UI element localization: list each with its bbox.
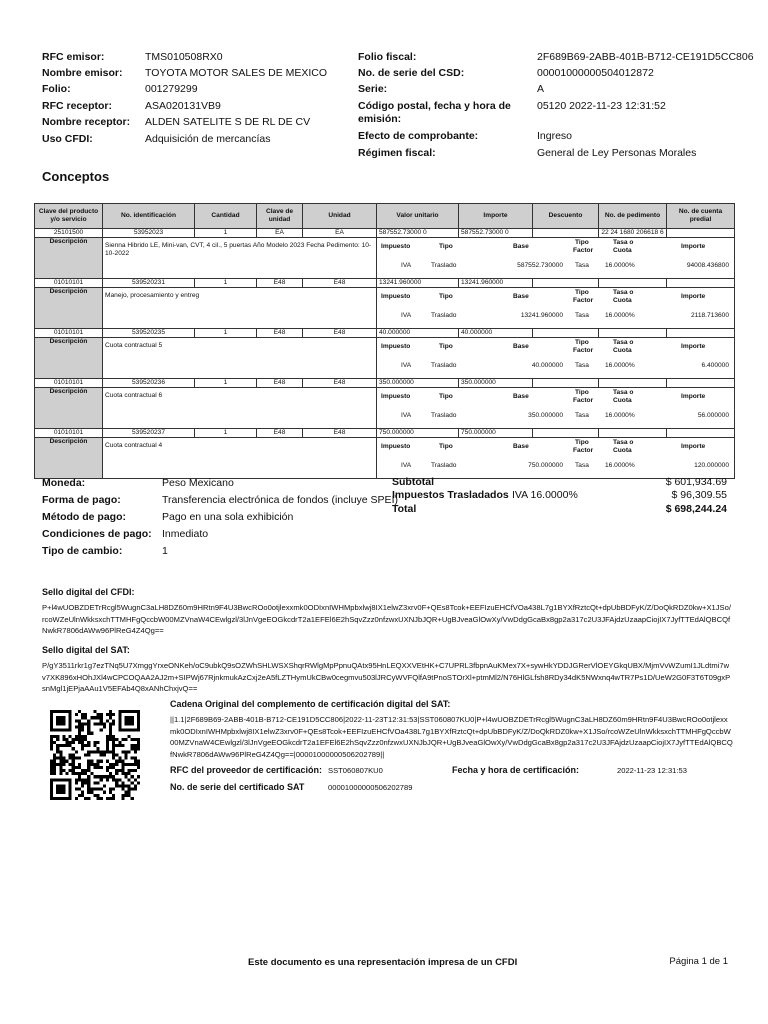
forma-pago-label: Forma de pago: <box>42 494 121 506</box>
description-row <box>35 338 735 379</box>
item-predial <box>667 279 735 288</box>
fecha-cert-value: 2022-11-23 12:31:53 <box>617 766 687 775</box>
tax-base: 587552.730000 <box>517 262 563 269</box>
item-predial <box>667 329 735 338</box>
cp-label-line2: emisión: <box>358 113 402 125</box>
moneda-value: Peso Mexicano <box>162 477 234 489</box>
item-identificacion: 53952023 <box>103 229 195 238</box>
serie-value: A <box>537 83 545 95</box>
item-identificacion: 539520237 <box>103 429 195 438</box>
rfc-receptor-value: ASA020131VB9 <box>145 100 221 112</box>
subtotal-label: Subtotal <box>392 476 434 488</box>
rfc-emisor-label: RFC emisor: <box>42 51 105 63</box>
tax-tasa-label-2: Cuota <box>613 447 632 454</box>
tax-tasa-label-2: Cuota <box>613 297 632 304</box>
col-cantidad: Cantidad <box>195 204 257 229</box>
tax-tipo-factor-label-1: Tipo <box>575 339 589 346</box>
total-value: $ 698,244.24 <box>665 503 727 515</box>
item-unidad: E48 <box>303 329 377 338</box>
tax-tipo: Traslado <box>431 412 457 419</box>
tax-factor: Tasa <box>575 462 589 469</box>
folio-fiscal-value: 2F689B69-2ABB-401B-B712-CE191D5CC806 <box>537 51 754 63</box>
item-pedimento <box>599 279 667 288</box>
item-importe: 13241.960000 <box>459 279 533 288</box>
sello-cfdi-label: Sello digital del CFDI: <box>42 587 135 597</box>
item-clave-unidad: E48 <box>257 379 303 388</box>
col-unidad: Unidad <box>303 204 377 229</box>
table-row <box>35 379 735 388</box>
page-number: Página 1 de 1 <box>669 956 728 967</box>
tax-importe-label: Importe <box>681 393 706 400</box>
descripcion-text: Cuota contractual 5 <box>103 338 377 379</box>
total-label: Total <box>392 503 417 515</box>
tax-importe: 120.000000 <box>694 462 729 469</box>
subtotal-value: $ 601,934.69 <box>665 476 727 488</box>
tax-base: 750.000000 <box>528 462 563 469</box>
tax-tipo: Traslado <box>431 262 457 269</box>
metodo-pago-label: Método de pago: <box>42 511 126 523</box>
item-identificacion: 539520231 <box>103 279 195 288</box>
serie-sat-value: 00001000000506202789 <box>328 783 413 792</box>
tax-tasa: 16.0000% <box>605 262 635 269</box>
tax-detail <box>377 438 735 479</box>
item-importe: 587552.73000 0 <box>459 229 533 238</box>
description-row <box>35 238 735 279</box>
tax-impuesto-label: Impuesto <box>381 343 411 350</box>
tax-tipo: Traslado <box>431 312 457 319</box>
item-clave-unidad: E48 <box>257 429 303 438</box>
sello-sat-text: P/gY3511rkr1g7ezTNq5U7XmggYrxeONKeh/oC9ubkQ9sOZWhSHLWSXShqrRWlgMpPpnuQAtx95HnLEQXXVEtHK+C7UPRL3fbpnAuKMex7X+sywHkYDDJGRerVlOEYGkqUBX/MjmVvWZumI1JLdtmi7wv7XK896xHOhJXl4wCPCOQAA2AJ2m+SIPWj67RjnkmukAzCxj2eA5fLZTHymUkCBw0cegmvu503lJRCyWVFQlfA9tPnoSTOrXl+ptmMl2/N76HlGLfsh8RDy34dK5NWxnq4wTR7Ps1D/UeW2G0F3T6T09gxPsnMgl1jEPjaAAu1V5EFAb4Q8xANhChxjvQ== <box>42 661 731 693</box>
table-row <box>35 279 735 288</box>
moneda-label: Moneda: <box>42 477 86 489</box>
descripcion-text: Cuota contractual 4 <box>103 438 377 479</box>
cadena-text: ||1.1|2F689B69-2ABB-401B-B712-CE191D5CC806|2022-11-23T12:31:53|SST060807KU0|P+l4wUOBZDETrRcgl5WugnC3aLH8DZ60m9HRtn9F4U3BwcROo0otjlexxmk0ODIxnIWHMpbxlwj8IX1elwZ3xrv0F+QEs8Tcok+EEFIzuEHCfVOa438L7g1BYXfRztcQt+dpUbBDFyK/Z/DoQkRDZ0kw+X1JSo/rcoWZeUlnWkksxchTTMHFgQccbW00MZVnaW4CEwlgzl/3lJnVgeEOGkcdrT2a1EFEl6E2hSqvZzz0nfzwxUXNJbJQR+UgBJveaGlOwXy/VwDdgGcaBx8gp2a317c2U3JFAjdzUzaapCiojIX7JyfTTEdAlQBCQfNwkR7806dAWw96PlReG4Z4Qg==|00001000000506202789|| <box>170 715 733 759</box>
tax-impuesto-label: Impuesto <box>381 393 411 400</box>
impuestos-value: $ 96,309.55 <box>671 489 727 501</box>
item-descuento <box>533 429 599 438</box>
tax-importe-label: Importe <box>681 343 706 350</box>
impuestos-label: Impuestos Trasladados <box>392 489 509 501</box>
tax-impuesto: IVA <box>401 462 412 469</box>
uso-cfdi-value: Adquisición de mercancías <box>145 133 271 145</box>
col-descuento: Descuento <box>533 204 599 229</box>
tax-tipo-label: Tipo <box>439 393 453 400</box>
regimen-label: Régimen fiscal: <box>358 147 436 159</box>
item-cantidad: 1 <box>195 329 257 338</box>
conceptos-title: Conceptos <box>42 169 110 184</box>
tax-importe-label: Importe <box>681 293 706 300</box>
col-importe: Importe <box>459 204 533 229</box>
tax-tasa-label-2: Cuota <box>613 247 632 254</box>
nombre-receptor-label: Nombre receptor: <box>42 116 131 128</box>
metodo-pago-value: Pago en una sola exhibición <box>162 511 294 523</box>
descripcion-text: Manejo, procesamiento y entreg <box>103 288 377 329</box>
condiciones-value: Inmediato <box>162 528 209 540</box>
tax-tipo: Traslado <box>431 462 457 469</box>
item-clave: 01010101 <box>35 279 103 288</box>
tipo-cambio-value: 1 <box>162 545 168 557</box>
cadena-label: Cadena Original del complemento de certificación digital del SAT: <box>170 699 451 709</box>
tax-importe: 6.400000 <box>701 362 729 369</box>
descripcion-label: Descripción <box>35 238 103 279</box>
tax-tipo-factor-label-1: Tipo <box>575 439 589 446</box>
item-valor-unitario: 750.000000 <box>377 429 459 438</box>
tax-impuesto-label: Impuesto <box>381 243 411 250</box>
serie-label: Serie: <box>358 83 388 95</box>
tax-tipo-label: Tipo <box>439 293 453 300</box>
impuestos-detail: IVA 16.0000% <box>512 489 578 501</box>
sello-cfdi-text: P+l4wUOBZDETrRcgl5WugnC3aLH8DZ60m9HRtn9F4U3BwcROo0otjlexxmk0ODIxnIWHMpbxlwj8IX1elwZ3xrv0F+QEs8Tcok+EEFIzuEHCfVOa438L7g1BYXfRztcQt+dpUbBDFyK/Z/DoQkRDZ0kw+X1JSo/rcoWZeUlnWkksxchTTMHFgQccbW00MZVnaW4CEwlgzl/3lJnVgeEOGkcdrT2a1EFEl6E2hSqvZzz0nfzwxUXNJbJQR+UgBJveaGlOwXy/VwDdgGcaBx8gp2a317c2U3JFAjdzUzaapCiojIX7JyfTTEdAlQBCQfNwkR7806dAWw96PlReG4Z4Qg== <box>42 603 731 635</box>
tax-importe: 2118.713600 <box>690 312 729 319</box>
table-row <box>35 329 735 338</box>
item-descuento <box>533 229 599 238</box>
tax-tipo-factor-label-2: Factor <box>573 247 594 254</box>
item-pedimento: 22 24 1680 206618 6 <box>599 229 667 238</box>
item-valor-unitario: 587552.73000 0 <box>377 229 459 238</box>
tax-tipo-factor-label-1: Tipo <box>575 289 589 296</box>
tax-impuesto-label: Impuesto <box>381 293 411 300</box>
forma-pago-value: Transferencia electrónica de fondos (incluye SPEI) <box>162 494 398 506</box>
proveedor-label: RFC del proveedor de certificación: <box>170 765 323 775</box>
table-row <box>35 429 735 438</box>
tax-tipo-label: Tipo <box>439 443 453 450</box>
folio-value: 001279299 <box>145 83 198 95</box>
item-cantidad: 1 <box>195 379 257 388</box>
sello-sat-label: Sello digital del SAT: <box>42 645 130 655</box>
description-row <box>35 388 735 429</box>
tax-base: 13241.960000 <box>520 312 563 319</box>
item-clave-unidad: E48 <box>257 329 303 338</box>
item-importe: 40.000000 <box>459 329 533 338</box>
item-descuento <box>533 379 599 388</box>
tax-tipo-factor-label-2: Factor <box>573 297 594 304</box>
tax-tasa: 16.0000% <box>605 462 635 469</box>
item-valor-unitario: 40.000000 <box>377 329 459 338</box>
description-row <box>35 288 735 329</box>
item-identificacion: 539520235 <box>103 329 195 338</box>
tax-base: 40.000000 <box>531 362 563 369</box>
regimen-value: General de Ley Personas Morales <box>537 147 697 159</box>
descripcion-text: Cuota contractual 6 <box>103 388 377 429</box>
descripcion-label: Descripción <box>35 338 103 379</box>
tax-tipo-label: Tipo <box>439 343 453 350</box>
col-predial: No. de cuenta predial <box>667 204 735 229</box>
item-unidad: E48 <box>303 279 377 288</box>
item-predial <box>667 429 735 438</box>
tax-base-label: Base <box>513 293 529 300</box>
tax-factor: Tasa <box>575 412 589 419</box>
tax-tasa: 16.0000% <box>605 362 635 369</box>
tax-impuesto: IVA <box>401 362 412 369</box>
item-predial <box>667 379 735 388</box>
tax-impuesto-label: Impuesto <box>381 443 411 450</box>
descripcion-label: Descripción <box>35 288 103 329</box>
tax-importe-label: Importe <box>681 443 706 450</box>
nombre-emisor-value: TOYOTA MOTOR SALES DE MEXICO <box>145 67 328 79</box>
serie-sat-label: No. de serie del certificado SAT <box>170 782 305 792</box>
efecto-label: Efecto de comprobante: <box>358 130 479 142</box>
item-valor-unitario: 13241.960000 <box>377 279 459 288</box>
item-pedimento <box>599 429 667 438</box>
item-cantidad: 1 <box>195 229 257 238</box>
table-header-row <box>35 204 735 229</box>
item-clave: 25101500 <box>35 229 103 238</box>
tax-importe: 56.000000 <box>697 412 729 419</box>
item-predial <box>667 229 735 238</box>
col-identificacion: No. identificación <box>103 204 195 229</box>
folio-fiscal-label: Folio fiscal: <box>358 51 417 63</box>
efecto-value: Ingreso <box>537 130 573 142</box>
uso-cfdi-label: Uso CFDI: <box>42 133 93 145</box>
tipo-cambio-label: Tipo de cambio: <box>42 545 123 557</box>
item-pedimento <box>599 329 667 338</box>
tax-detail <box>377 388 735 429</box>
item-clave: 01010101 <box>35 429 103 438</box>
cp-value: 05120 2022-11-23 12:31:52 <box>537 100 666 112</box>
description-row <box>35 438 735 479</box>
tax-base: 350.000000 <box>528 412 563 419</box>
csd-value: 00001000000504012872 <box>537 67 654 79</box>
tax-tipo-factor-label-2: Factor <box>573 447 594 454</box>
tax-tipo-factor-label-2: Factor <box>573 347 594 354</box>
tax-importe: 94008.436800 <box>686 262 729 269</box>
folio-label: Folio: <box>42 83 71 95</box>
tax-tipo-factor-label-2: Factor <box>573 397 594 404</box>
tax-impuesto: IVA <box>401 262 412 269</box>
proveedor-value: SST060807KU0 <box>328 766 383 775</box>
item-identificacion: 539520236 <box>103 379 195 388</box>
tax-tipo-factor-label-1: Tipo <box>575 389 589 396</box>
conceptos-table <box>34 203 735 479</box>
tax-impuesto: IVA <box>401 312 412 319</box>
descripcion-text: Sienna Hibrido LE, Mini-van, CVT, 4 cil., 5 puertas Año Modelo 2023 Fecha Pedimento: 10-10-2022 <box>103 238 377 279</box>
nombre-receptor-value: ALDEN SATELITE S DE RL DE CV <box>145 116 311 128</box>
tax-tasa-label-1: Tasa o <box>613 389 634 396</box>
item-descuento <box>533 279 599 288</box>
tax-tasa-label-1: Tasa o <box>613 339 634 346</box>
fecha-cert-label: Fecha y hora de certificación: <box>452 765 580 775</box>
item-valor-unitario: 350.000000 <box>377 379 459 388</box>
csd-label: No. de serie del CSD: <box>358 67 465 79</box>
item-cantidad: 1 <box>195 429 257 438</box>
item-descuento <box>533 329 599 338</box>
tax-factor: Tasa <box>575 312 589 319</box>
tax-tasa-label-2: Cuota <box>613 347 632 354</box>
item-pedimento <box>599 379 667 388</box>
col-clave: Clave del producto y/o servicio <box>35 204 103 229</box>
item-importe: 750.000000 <box>459 429 533 438</box>
tax-tasa-label-1: Tasa o <box>613 439 634 446</box>
qr-code <box>50 710 140 800</box>
tax-tasa-label-2: Cuota <box>613 397 632 404</box>
item-clave-unidad: E48 <box>257 279 303 288</box>
item-clave: 01010101 <box>35 329 103 338</box>
tax-base-label: Base <box>513 393 529 400</box>
table-row <box>35 229 735 238</box>
item-unidad: E48 <box>303 429 377 438</box>
tax-base-label: Base <box>513 343 529 350</box>
item-cantidad: 1 <box>195 279 257 288</box>
descripcion-label: Descripción <box>35 388 103 429</box>
tax-tasa: 16.0000% <box>605 312 635 319</box>
footer-text: Este documento es una representación impresa de un CFDI <box>248 957 518 968</box>
tax-tasa-label-1: Tasa o <box>613 289 634 296</box>
nombre-emisor-label: Nombre emisor: <box>42 67 123 79</box>
col-clave-unidad: Clave de unidad <box>257 204 303 229</box>
item-clave: 01010101 <box>35 379 103 388</box>
tax-detail <box>377 338 735 379</box>
tax-factor: Tasa <box>575 262 589 269</box>
tax-tasa-label-1: Tasa o <box>613 239 634 246</box>
rfc-receptor-label: RFC receptor: <box>42 100 113 112</box>
item-unidad: E48 <box>303 379 377 388</box>
condiciones-label: Condiciones de pago: <box>42 528 152 540</box>
tax-tipo: Traslado <box>431 362 457 369</box>
item-importe: 350.000000 <box>459 379 533 388</box>
col-valor-unitario: Valor unitario <box>377 204 459 229</box>
tax-tipo-label: Tipo <box>439 243 453 250</box>
col-pedimento: No. de pedimento <box>599 204 667 229</box>
tax-base-label: Base <box>513 243 529 250</box>
tax-impuesto: IVA <box>401 412 412 419</box>
item-clave-unidad: EA <box>257 229 303 238</box>
item-unidad: EA <box>303 229 377 238</box>
tax-detail <box>377 238 735 279</box>
tax-factor: Tasa <box>575 362 589 369</box>
cp-label-line1: Código postal, fecha y hora de <box>358 100 511 112</box>
tax-tipo-factor-label-1: Tipo <box>575 239 589 246</box>
rfc-emisor-value: TMS010508RX0 <box>145 51 223 63</box>
tax-base-label: Base <box>513 443 529 450</box>
tax-detail <box>377 288 735 329</box>
tax-importe-label: Importe <box>681 243 706 250</box>
tax-tasa: 16.0000% <box>605 412 635 419</box>
descripcion-label: Descripción <box>35 438 103 479</box>
